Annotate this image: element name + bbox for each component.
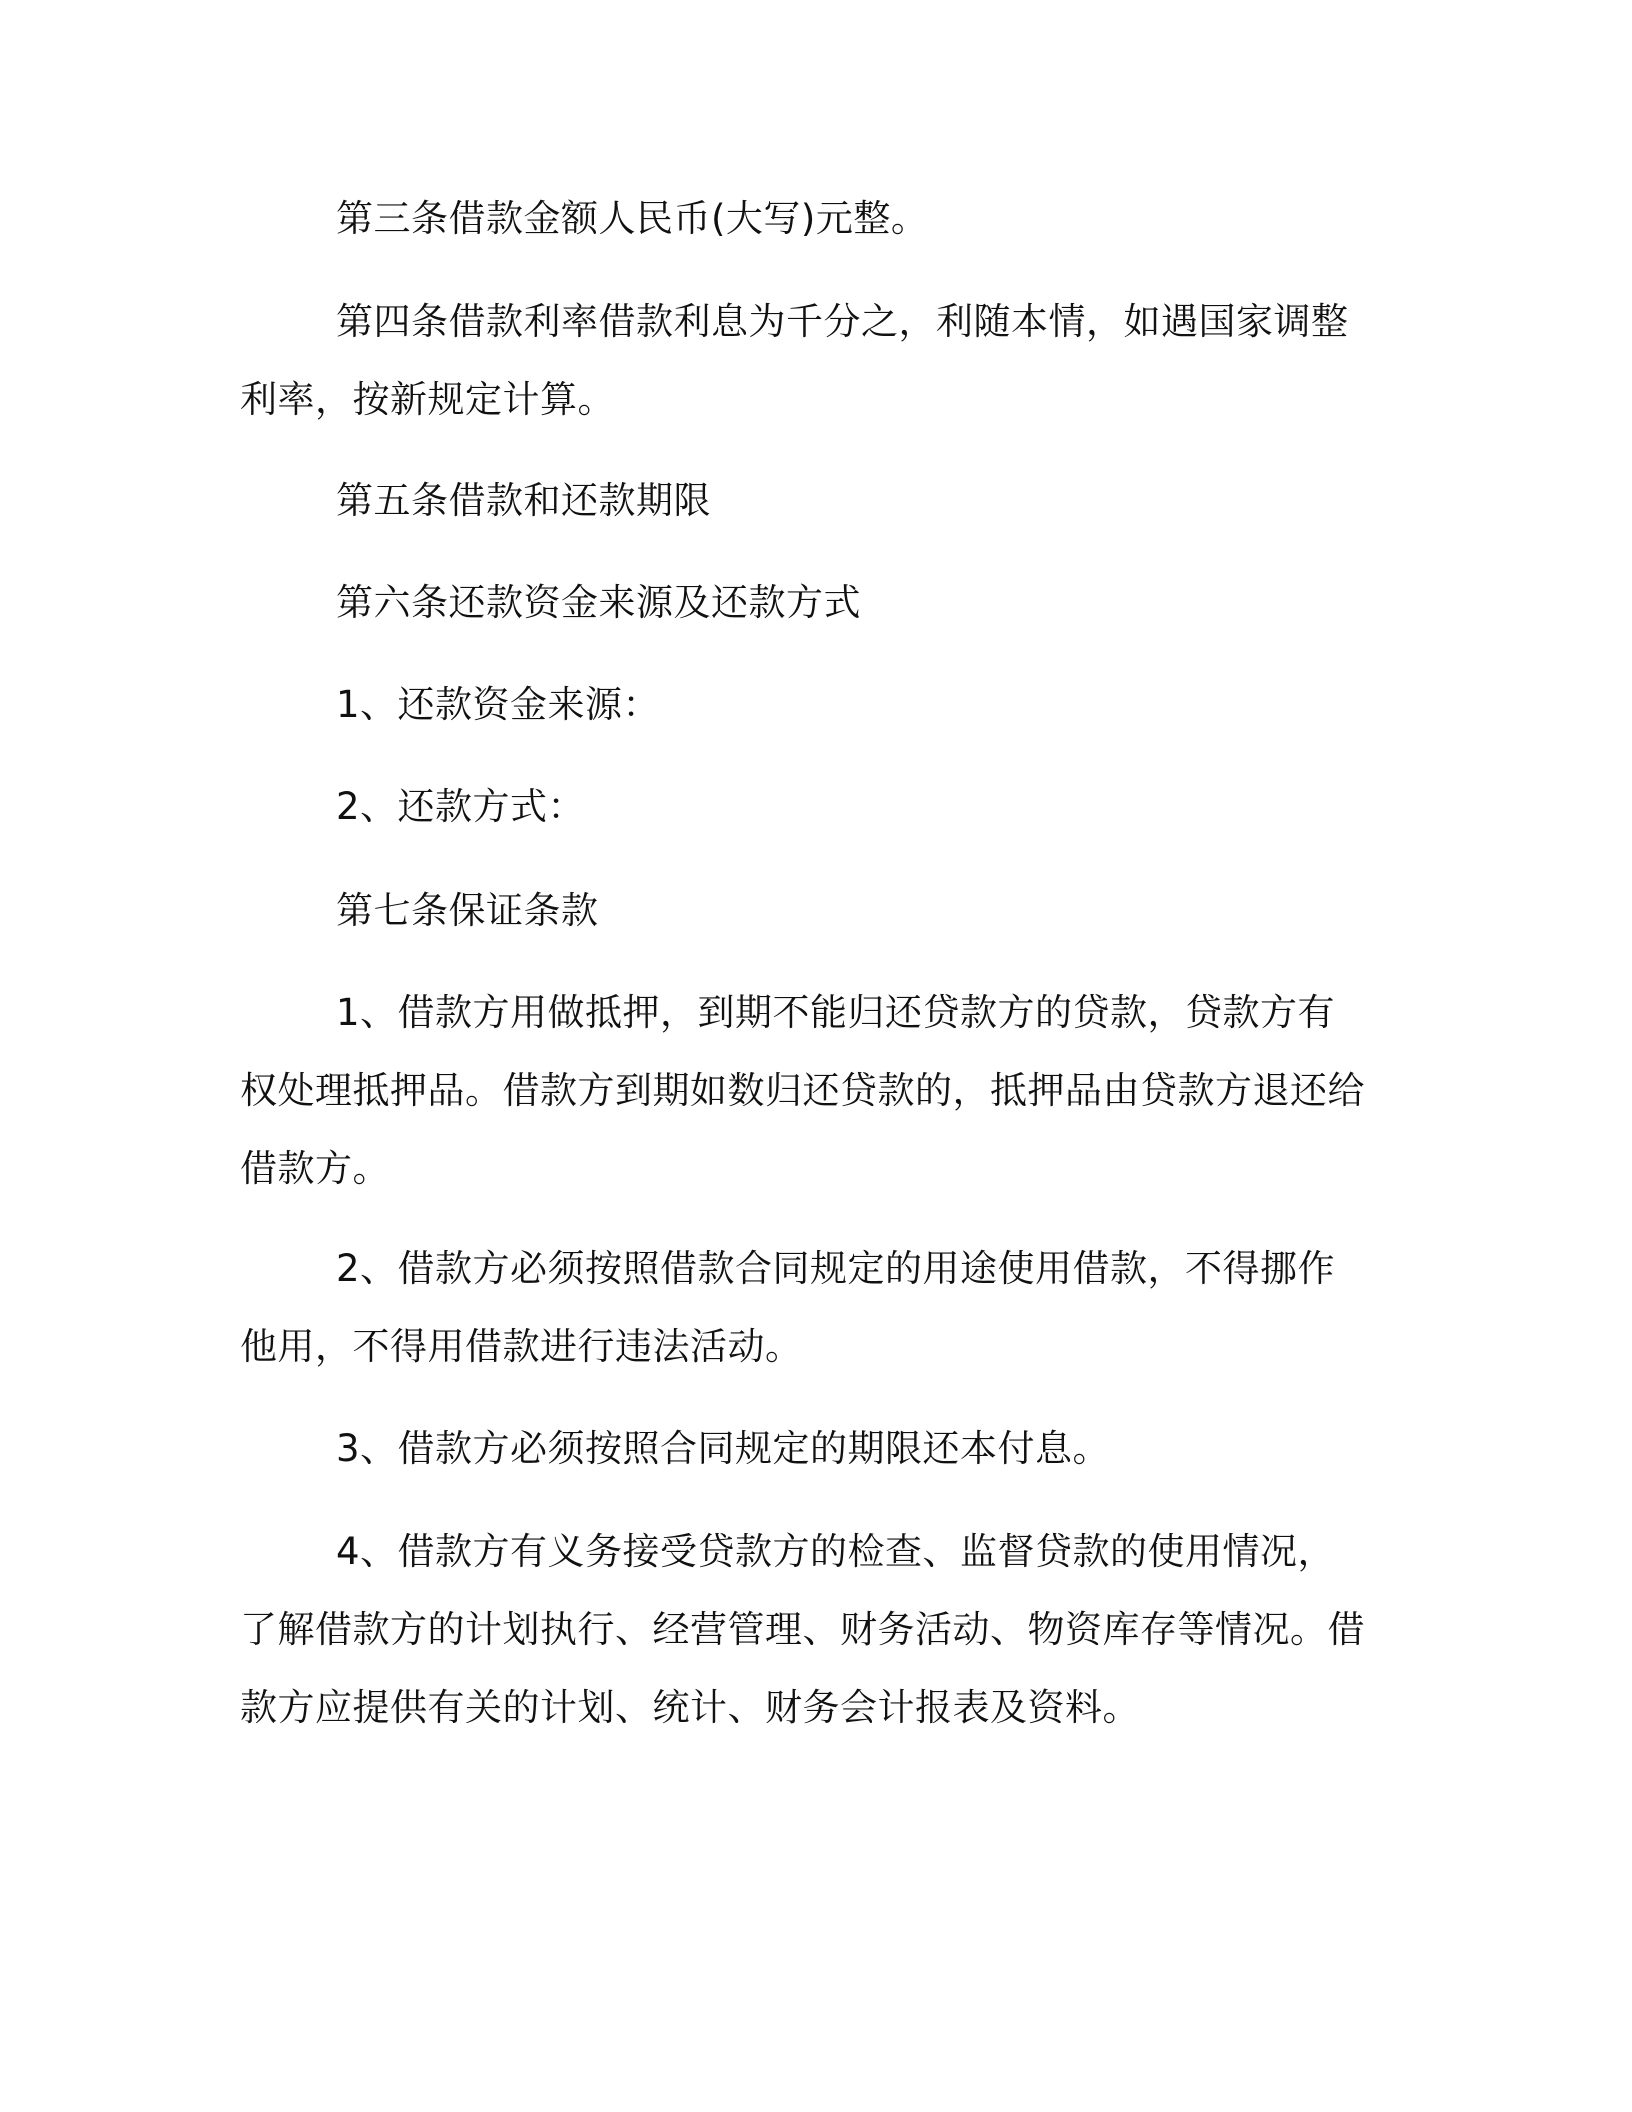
article-3-loan-amount: 第三条借款金额人民币(大写)元整。: [336, 197, 929, 240]
article-5-loan-term: 第五条借款和还款期限: [336, 479, 711, 522]
article-7-guarantee: 第七条保证条款: [336, 889, 599, 932]
guarantee-item-1: 1、借款方用做抵押，到期不能归还贷款方的贷款，贷款方有权处理抵押品。借款方到期如数归还贷款的，抵押品由贷款方退还给借款方。: [240, 991, 1365, 1190]
repayment-source-item: 1、还款资金来源：: [336, 683, 661, 726]
article-6-repayment: 第六条还款资金来源及还款方式: [336, 581, 861, 624]
guarantee-item-3: 3、借款方必须按照合同规定的期限还本付息。: [336, 1427, 1111, 1470]
article-4-interest-rate: 第四条借款利率借款利息为千分之，利随本情，如遇国家调整利率，按新规定计算。: [240, 300, 1349, 421]
repayment-method-item: 2、还款方式：: [336, 785, 586, 828]
guarantee-item-2: 2、借款方必须按照借款合同规定的用途使用借款，不得挪作他用，不得用借款进行违法活动。: [240, 1247, 1336, 1368]
guarantee-item-4: 4、借款方有义务接受贷款方的检查、监督贷款的使用情况，了解借款方的计划执行、经营管理、财务活动、物资库存等情况。借款方应提供有关的计划、统计、财务会计报表及资料。: [240, 1530, 1365, 1729]
